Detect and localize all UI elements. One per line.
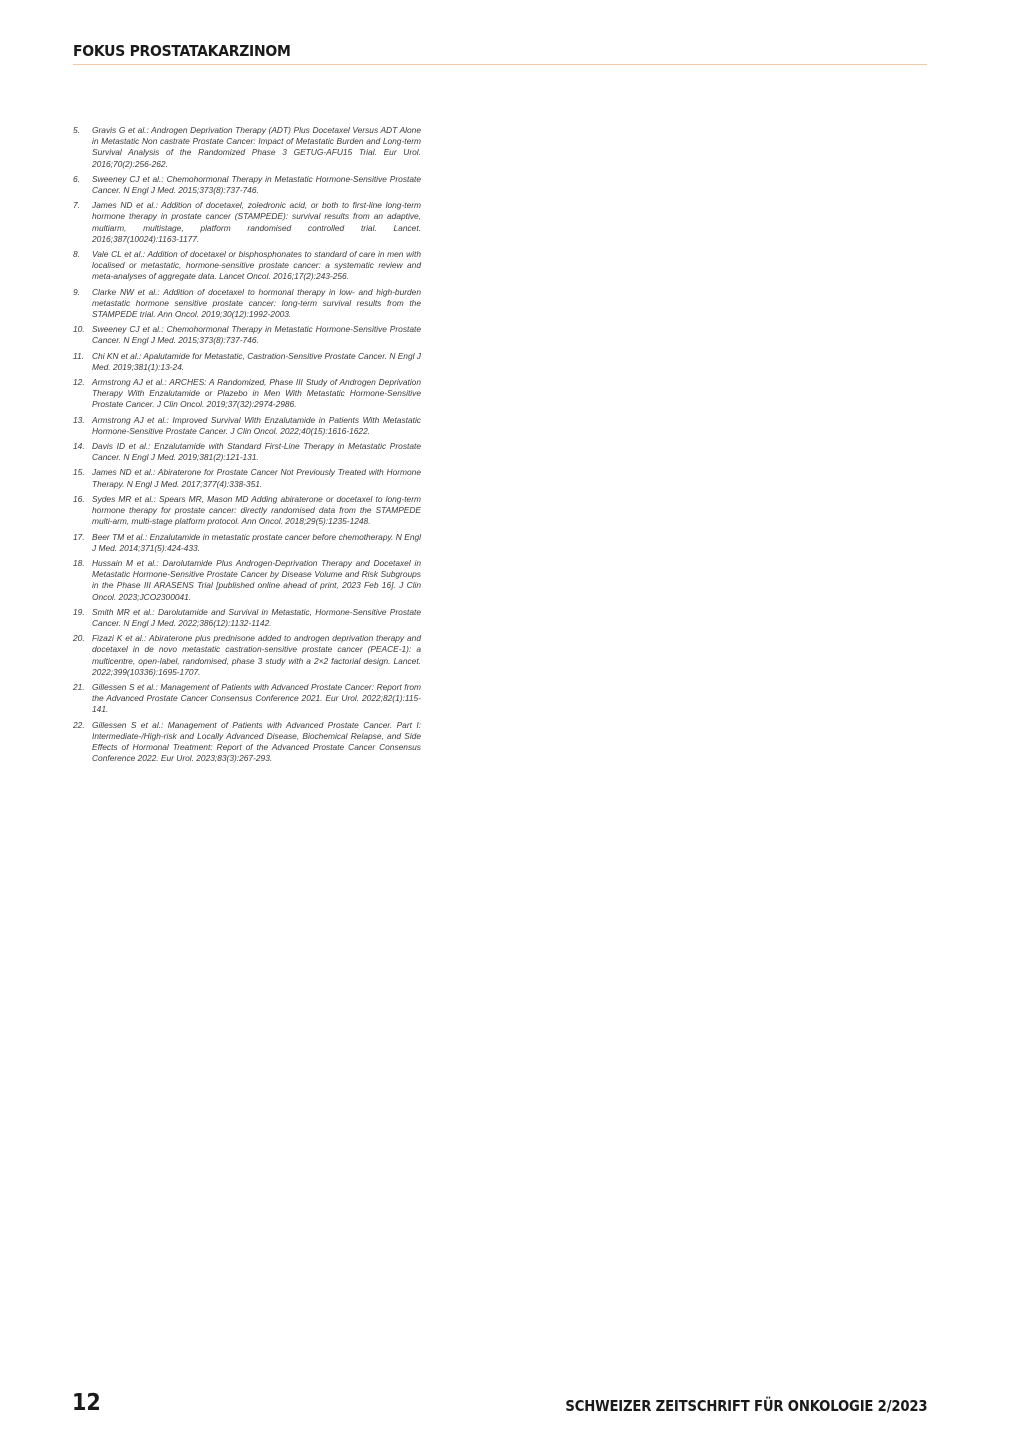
- reference-number: 14.: [73, 441, 85, 452]
- reference-number: 8.: [73, 249, 80, 260]
- reference-number: 22.: [73, 719, 85, 730]
- reference-number: 12.: [73, 377, 85, 388]
- section-title: FOKUS PROSTATAKARZINOM: [73, 42, 291, 60]
- reference-number: 15.: [73, 467, 85, 478]
- reference-item: [73, 351, 421, 373]
- reference-item: [73, 558, 421, 603]
- reference-item: [73, 633, 421, 678]
- page-number: 12: [72, 1390, 101, 1416]
- reference-number: 13.: [73, 414, 85, 425]
- reference-item: [73, 720, 421, 765]
- reference-text: Armstrong AJ et al.: ARCHES: A Randomized, Phase III Study of Androgen Deprivation Therapy With Enzalutamide or Plazebo in Men With Metastatic Hormone-Sensitive Prostate Cancer. J Clin Oncol. 2019;37(32):2974-2986.: [92, 377, 421, 410]
- reference-number: 18.: [73, 557, 85, 568]
- reference-text: Chi KN et al.: Apalutamide for Metastatic, Castration-Sensitive Prostate Cancer. N Engl J Med. 2019;381(1):13-24.: [92, 350, 421, 372]
- reference-text: Armstrong AJ et al.: Improved Survival With Enzalutamide in Patients With Metastatic Hormone-Sensitive Prostate Cancer. J Clin Oncol. 2022;40(15):1616-1622.: [92, 414, 421, 436]
- reference-text: Gravis G et al.: Androgen Deprivation Therapy (ADT) Plus Docetaxel Versus ADT Alone in Metastatic Non castrate Prostate Cancer: Impact of Metastatic Burden and Long-term Survival Analysis of the Randomized Phase 3 GETUG-AFU15 Trial. Eur Urol. 2016;70(2):256-262.: [92, 125, 421, 169]
- journal-footer: SCHWEIZER ZEITSCHRIFT FÜR ONKOLOGIE 2/2023: [564, 1397, 927, 1415]
- reference-number: 20.: [73, 633, 85, 644]
- reference-number: 16.: [73, 493, 85, 504]
- reference-text: Vale CL et al.: Addition of docetaxel or bisphosphonates to standard of care in men with localised or metastatic, hormone-sensitive prostate cancer: a systematic review and meta-analyses of aggregate data. Lancet Oncol. 2016;17(2):243-256.: [92, 249, 421, 282]
- reference-text: Clarke NW et al.: Addition of docetaxel to hormonal therapy in low- and high-burden metastatic hormone sensitive prostate cancer: long-term survival results from the STAMPEDE trial. Ann Oncol. 2019;30(12):1992-2003.: [92, 286, 421, 320]
- reference-item: [73, 494, 421, 528]
- reference-text: Sweeney CJ et al.: Chemohormonal Therapy in Metastatic Hormone-Sensitive Prostate Cancer. N Engl J Med. 2015;373(8):737-746.: [92, 324, 421, 346]
- reference-list: [73, 125, 421, 768]
- reference-number: 7.: [73, 200, 80, 211]
- reference-text: Sydes MR et al.: Spears MR, Mason MD Adding abiraterone or docetaxel to long-term hormone therapy for prostate cancer: directly randomised data from the STAMPEDE multi-arm, multi-stage platform protocol. Ann Oncol. 2018;29(5):1235-1248.: [92, 493, 421, 527]
- reference-number: 9.: [73, 286, 80, 297]
- reference-item: [73, 249, 421, 283]
- reference-item: [73, 287, 421, 321]
- reference-text: Smith MR et al.: Darolutamide and Survival in Metastatic, Hormone-Sensitive Prostate Cancer. N Engl J Med. 2022;386(12):1132-1142.: [92, 606, 421, 628]
- reference-text: Davis ID et al.: Enzalutamide with Standard First-Line Therapy in Metastatic Prostate Cancer. N Engl J Med. 2019;381(2):121-131.: [92, 441, 421, 463]
- reference-number: 6.: [73, 173, 80, 184]
- reference-item: [73, 415, 421, 437]
- reference-text: James ND et al.: Addition of docetaxel, zoledronic acid, or both to first-line long-term hormone therapy in prostate cancer (STAMPEDE): survival results from an adaptive, multiarm, multistage, platform randomised controlled trial. Lancet. 2016;387(10024):1163-1177.: [92, 200, 421, 244]
- reference-number: 17.: [73, 531, 85, 542]
- reference-text: Hussain M et al.: Darolutamide Plus Androgen-Deprivation Therapy and Docetaxel in Metastatic Hormone-Sensitive Prostate Cancer by Disease Volume and Risk Subgroups in the Phase III ARASENS Trial [published online ahead of print, 2023 Feb 16]. J Clin Oncol. 2023;JCO2300041.: [92, 557, 421, 602]
- reference-item: [73, 377, 421, 411]
- reference-item: [73, 441, 421, 463]
- reference-item: [73, 200, 421, 245]
- reference-item: [73, 607, 421, 629]
- reference-text: Beer TM et al.: Enzalutamide in metastatic prostate cancer before chemotherapy. N Engl J Med. 2014;371(5):424-433.: [92, 531, 421, 553]
- page-header: [73, 40, 927, 65]
- reference-text: Sweeney CJ et al.: Chemohormonal Therapy in Metastatic Hormone-Sensitive Prostate Cancer. N Engl J Med. 2015;373(8):737-746.: [92, 173, 421, 196]
- reference-item: [73, 682, 421, 716]
- reference-item: [73, 125, 421, 170]
- reference-number: 5.: [73, 125, 80, 135]
- reference-item: [73, 174, 421, 196]
- reference-text: Gillessen S et al.: Management of Patients with Advanced Prostate Cancer. Part I: Intermediate-/High-risk and Locally Advanced Disease, Biochemical Relapse, and Side Effects of Hormonal Treatment: Report of the Advanced Prostate Cancer Consensus Conference 2022. Eur Urol. 2023;83(3):267-293.: [92, 719, 421, 764]
- reference-item: [73, 324, 421, 346]
- reference-text: Gillessen S et al.: Management of Patients with Advanced Prostate Cancer: Report from the Advanced Prostate Cancer Consensus Conference 2021. Eur Urol. 2022;82(1):115-141.: [92, 681, 421, 715]
- reference-item: [73, 467, 421, 489]
- reference-item: [73, 532, 421, 554]
- reference-text: Fizazi K et al.: Abiraterone plus prednisone added to androgen deprivation therapy and docetaxel in de novo metastatic castration-sensitive prostate cancer (PEACE-1): a multicentre, open-label, randomised, phase 3 study with a 2×2 factorial design. Lancet. 2022;399(10336):1695-1707.: [92, 633, 421, 677]
- reference-number: 21.: [73, 681, 85, 692]
- reference-number: 10.: [73, 324, 85, 335]
- reference-text: James ND et al.: Abiraterone for Prostate Cancer Not Previously Treated with Hormone Therapy. N Engl J Med. 2017;377(4):338-351.: [92, 467, 421, 489]
- reference-number: 11.: [73, 350, 85, 361]
- reference-number: 19.: [73, 606, 85, 617]
